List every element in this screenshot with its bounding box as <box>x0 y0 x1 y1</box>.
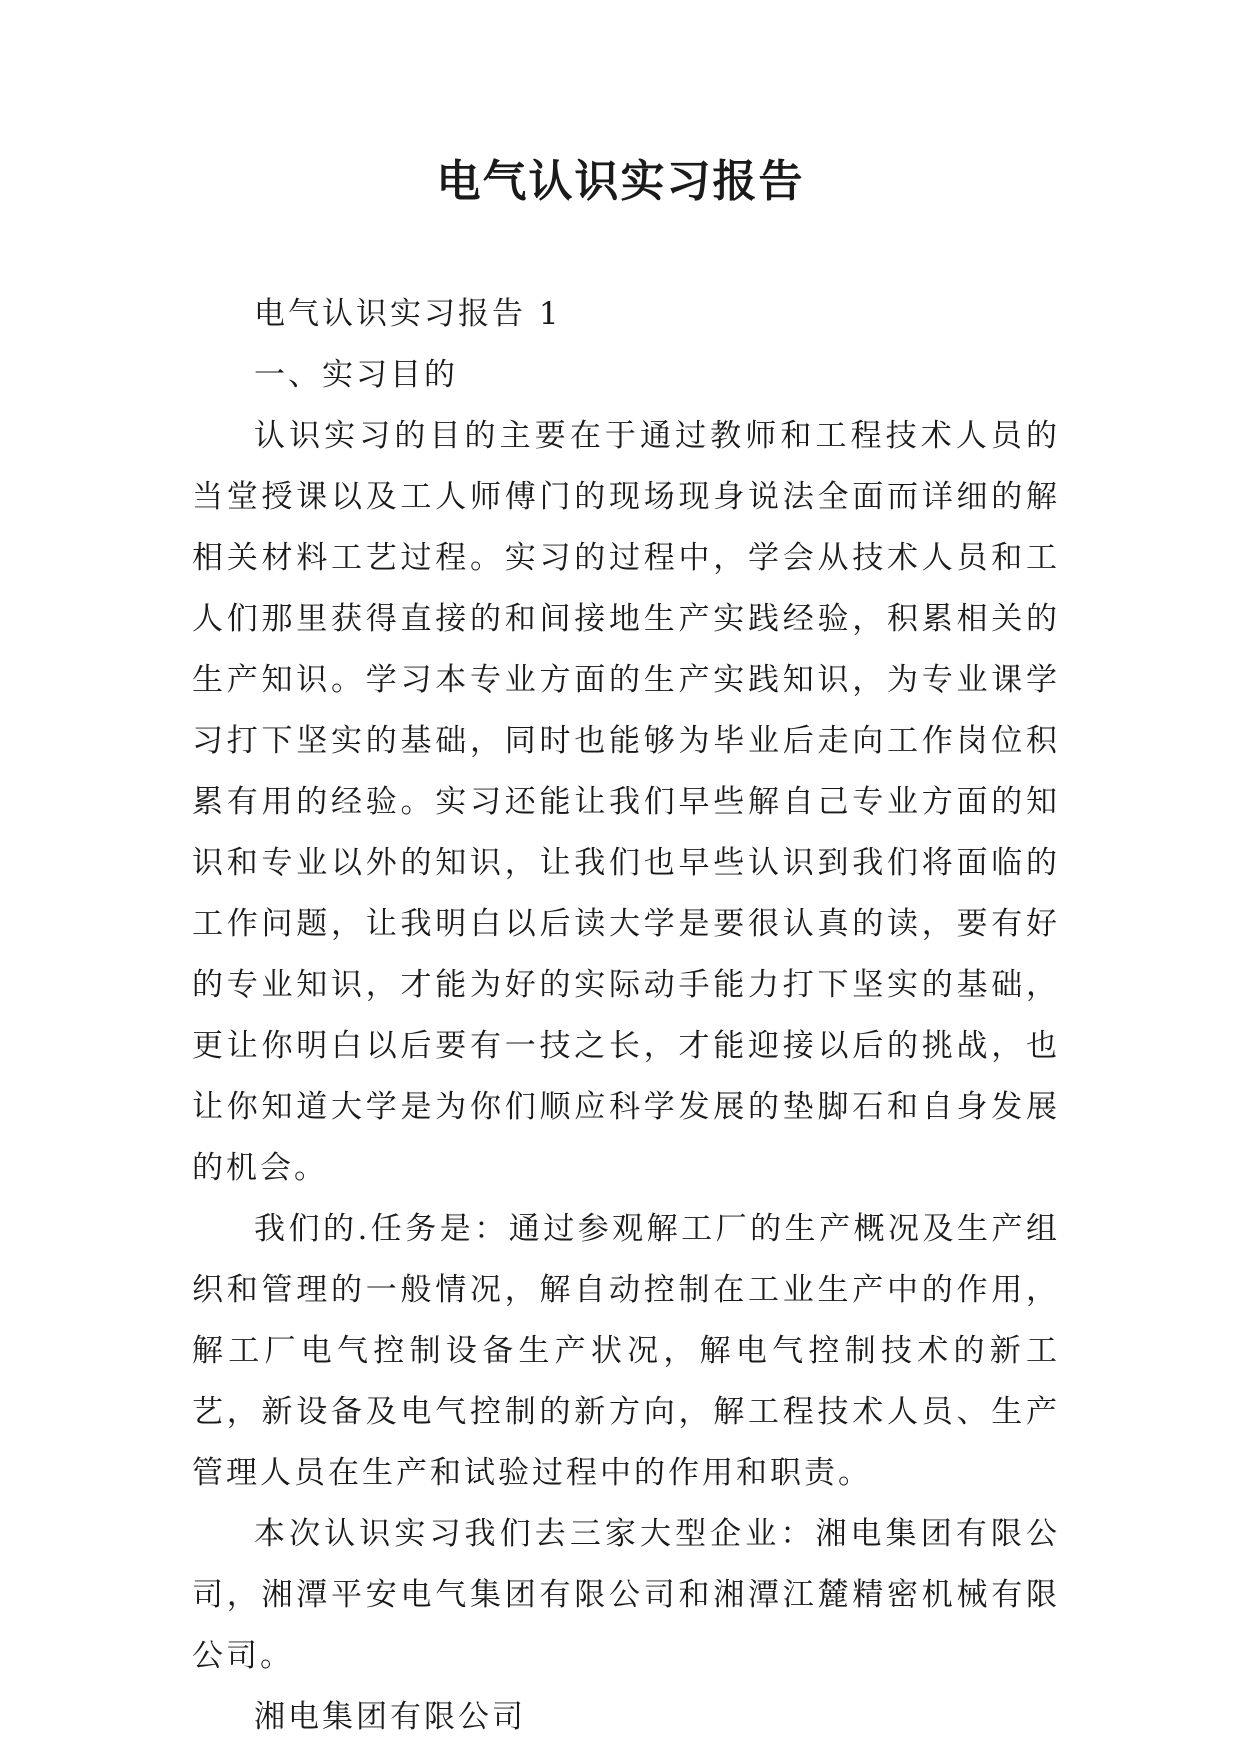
report-subtitle: 电气认识实习报告 1 <box>254 296 562 332</box>
paragraph-tasks: 我们的.任务是：通过参观解工厂的生产概况及生产组织和管理的一般情况，解自动控制在工业生产中的作用，解工厂电气控制设备生产状况，解电气控制技术的新工艺，新设备及电气控制的新方向，解工程技术人员、生产管理人员在生产和试验过程中的作用和职责。 <box>192 1211 1060 1491</box>
document-title: 电气认识实习报告 <box>436 156 805 207</box>
document-body <box>192 284 1060 1748</box>
paragraph-purpose: 认识实习的目的主要在于通过教师和工程技术人员的当堂授课以及工人师傅门的现场现身说法全面而详细的解相关材料工艺过程。实习的过程中，学会从技术人员和工人们那里获得直接的和间接地生产实践经验，积累相关的生产知识。学习本专业方面的生产实践知识，为专业课学习打下坚实的基础，同时也能够为毕业后走向工作岗位积累有用的经验。实习还能让我们早些解自己专业方面的知识和专业以外的知识，让我们也早些认识到我们将面临的工作问题，让我明白以后读大学是要很认真的读，要有好的专业知识，才能为好的实际动手能力打下坚实的基础，更让你明白以后要有一技之长，才能迎接以后的挑战，也让你知道大学是为你们顺应科学发展的垫脚石和自身发展的机会。 <box>192 418 1060 1186</box>
paragraph-companies: 本次认识实习我们去三家大型企业：湘电集团有限公司，湘潭平安电气集团有限公司和湘潭江麓精密机械有限公司。 <box>192 1516 1060 1674</box>
section-heading: 一、实习目的 <box>254 357 458 393</box>
company-heading: 湘电集团有限公司 <box>254 1699 526 1735</box>
